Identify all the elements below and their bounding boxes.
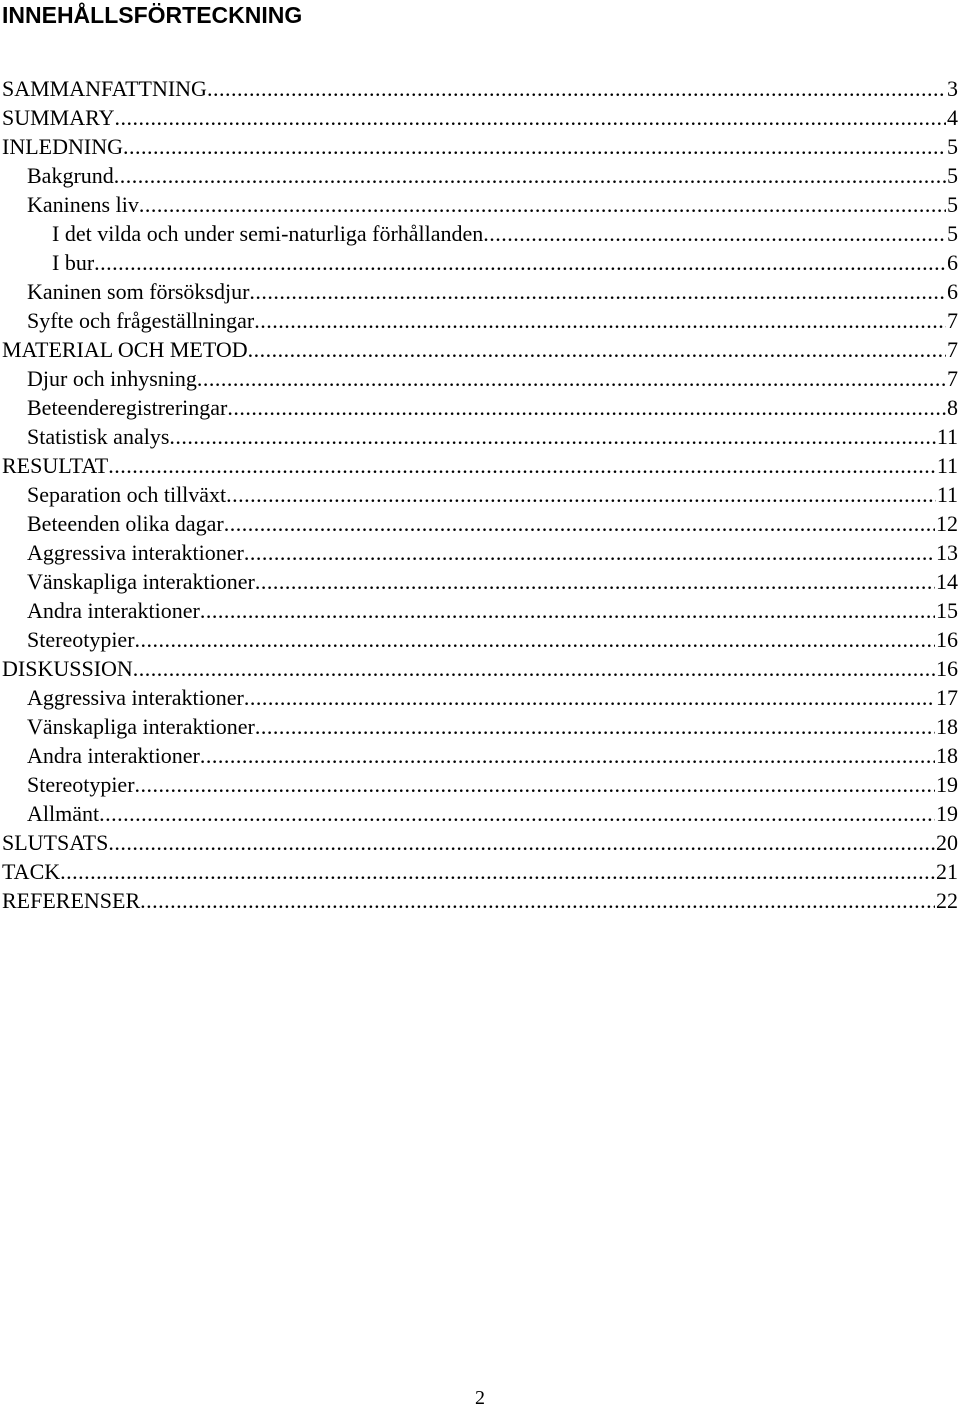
table-of-contents (2, 74, 958, 915)
toc-entry-label: TACK (2, 859, 61, 884)
toc-entry-page: 18 (936, 743, 958, 768)
toc-dot-leader (248, 335, 946, 364)
toc-entry[interactable] (2, 422, 958, 451)
toc-dot-leader (123, 132, 946, 161)
toc-dot-leader (140, 886, 935, 915)
toc-entry[interactable] (2, 741, 958, 770)
toc-dot-leader (227, 393, 946, 422)
toc-entry-page: 17 (936, 685, 958, 710)
toc-entry-page: 5 (947, 221, 958, 246)
toc-entry[interactable] (2, 509, 958, 538)
toc-dot-leader (94, 248, 946, 277)
toc-dot-leader (249, 277, 946, 306)
toc-entry-label: Syfte och frågeställningar (27, 308, 255, 333)
toc-entry[interactable] (2, 161, 958, 190)
toc-entry-label: Separation och tillväxt (27, 482, 227, 507)
toc-entry-page: 16 (936, 656, 958, 681)
toc-entry-page: 13 (936, 540, 958, 565)
toc-entry[interactable] (2, 480, 958, 509)
toc-entry[interactable] (2, 190, 958, 219)
toc-entry-label: DISKUSSION (2, 656, 133, 681)
toc-entry[interactable] (2, 654, 958, 683)
toc-entry-label: SUMMARY (2, 105, 115, 130)
toc-entry-page: 14 (936, 569, 958, 594)
toc-dot-leader (60, 857, 935, 886)
toc-heading: INNEHÅLLSFÖRTECKNING (2, 2, 303, 28)
toc-entry[interactable] (2, 248, 958, 277)
toc-entry-page: 16 (936, 627, 958, 652)
toc-entry-label: REFERENSER (2, 888, 141, 913)
toc-entry-label: Stereotypier (27, 627, 135, 652)
toc-dot-leader (483, 219, 946, 248)
toc-entry-label: Aggressiva interaktioner (27, 540, 244, 565)
toc-entry[interactable] (2, 567, 958, 596)
toc-dot-leader (207, 74, 946, 103)
toc-dot-leader (114, 103, 946, 132)
toc-dot-leader (108, 451, 936, 480)
toc-entry[interactable] (2, 799, 958, 828)
toc-entry-page: 6 (947, 279, 958, 304)
toc-entry-label: I det vilda och under semi-naturliga förhållanden (52, 221, 484, 246)
toc-entry[interactable] (2, 277, 958, 306)
toc-dot-leader (224, 509, 935, 538)
toc-entry-label: RESULTAT (2, 453, 109, 478)
toc-entry[interactable] (2, 74, 958, 103)
toc-dot-leader (255, 712, 935, 741)
toc-entry[interactable] (2, 770, 958, 799)
toc-entry-label: Djur och inhysning (27, 366, 197, 391)
toc-dot-leader (255, 567, 935, 596)
toc-entry-label: Bakgrund (27, 163, 114, 188)
toc-entry-label: Kaninen som försöksdjur (27, 279, 250, 304)
toc-entry-label: Allmänt (27, 801, 100, 826)
toc-entry[interactable] (2, 625, 958, 654)
toc-entry-page: 18 (936, 714, 958, 739)
toc-entry-label: INLEDNING (2, 134, 123, 159)
toc-entry-page: 11 (936, 453, 958, 478)
toc-entry[interactable] (2, 335, 958, 364)
toc-entry-label: I bur (52, 250, 95, 275)
toc-dot-leader (139, 190, 946, 219)
toc-entry-page: 7 (947, 337, 958, 362)
toc-entry-label: MATERIAL OCH METOD (2, 337, 248, 362)
toc-entry-page: 3 (947, 76, 958, 101)
toc-entry[interactable] (2, 712, 958, 741)
toc-dot-leader (254, 306, 946, 335)
toc-entry[interactable] (2, 538, 958, 567)
toc-dot-leader (200, 596, 935, 625)
toc-entry-page: 4 (947, 105, 958, 130)
toc-entry-label: Vänskapliga interaktioner (27, 569, 255, 594)
toc-entry[interactable] (2, 857, 958, 886)
toc-entry-page: 19 (936, 801, 958, 826)
toc-dot-leader (135, 770, 935, 799)
toc-dot-leader (197, 364, 946, 393)
toc-entry-label: Andra interaktioner (27, 598, 200, 623)
toc-entry-label: Beteenderegistreringar (27, 395, 228, 420)
toc-entry-page: 22 (936, 888, 958, 913)
toc-dot-leader (200, 741, 935, 770)
toc-entry-label: SLUTSATS (2, 830, 109, 855)
toc-entry-label: Stereotypier (27, 772, 135, 797)
toc-entry-page: 11 (936, 482, 958, 507)
toc-dot-leader (169, 422, 935, 451)
toc-entry-page: 15 (936, 598, 958, 623)
toc-entry-page: 5 (947, 163, 958, 188)
toc-entry-label: Vänskapliga interaktioner (27, 714, 255, 739)
toc-entry-label: Andra interaktioner (27, 743, 200, 768)
toc-entry[interactable] (2, 828, 958, 857)
toc-entry[interactable] (2, 132, 958, 161)
toc-entry-page: 5 (947, 134, 958, 159)
toc-entry-page: 20 (936, 830, 958, 855)
toc-dot-leader (99, 799, 935, 828)
toc-dot-leader (133, 654, 935, 683)
toc-entry[interactable] (2, 886, 958, 915)
toc-entry[interactable] (2, 364, 958, 393)
toc-entry[interactable] (2, 219, 958, 248)
toc-entry[interactable] (2, 451, 958, 480)
toc-dot-leader (108, 828, 935, 857)
toc-dot-leader (135, 625, 935, 654)
toc-entry-label: Beteenden olika dagar (27, 511, 224, 536)
toc-entry-page: 6 (947, 250, 958, 275)
toc-entry-page: 19 (936, 772, 958, 797)
toc-dot-leader (244, 683, 935, 712)
toc-dot-leader (244, 538, 935, 567)
toc-dot-leader (114, 161, 946, 190)
toc-entry-label: SAMMANFATTNING (2, 76, 207, 101)
toc-entry-page: 8 (947, 395, 958, 420)
toc-entry-label: Aggressiva interaktioner (27, 685, 244, 710)
toc-entry-page: 11 (936, 424, 958, 449)
toc-entry[interactable] (2, 103, 958, 132)
toc-entry[interactable] (2, 393, 958, 422)
toc-entry[interactable] (2, 306, 958, 335)
toc-entry-page: 5 (947, 192, 958, 217)
toc-entry-label: Statistisk analys (27, 424, 170, 449)
toc-entry-label: Kaninens liv (27, 192, 139, 217)
toc-entry-page: 12 (936, 511, 958, 536)
toc-entry[interactable] (2, 683, 958, 712)
toc-entry-page: 7 (947, 308, 958, 333)
page-number: 2 (475, 1387, 485, 1409)
toc-entry[interactable] (2, 596, 958, 625)
toc-entry-page: 7 (947, 366, 958, 391)
toc-dot-leader (226, 480, 936, 509)
toc-entry-page: 21 (936, 859, 958, 884)
